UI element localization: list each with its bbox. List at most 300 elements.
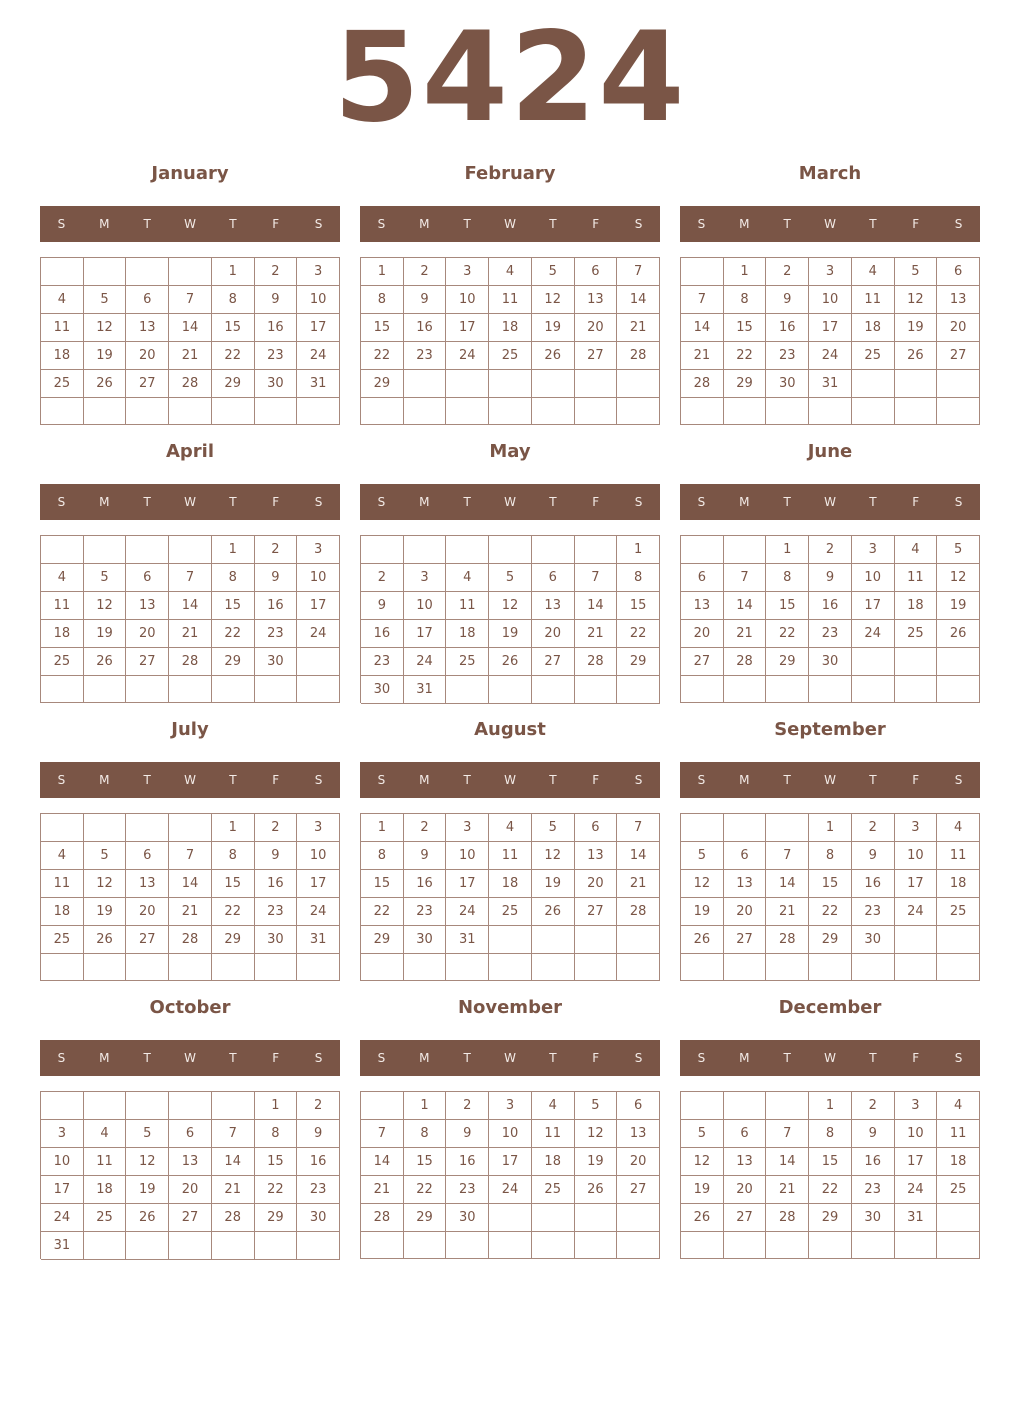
day-cell: 20 bbox=[617, 1148, 660, 1176]
empty-day-cell bbox=[404, 536, 447, 564]
empty-day-cell bbox=[766, 1092, 809, 1120]
day-cell: 23 bbox=[255, 342, 298, 370]
empty-day-cell bbox=[255, 1232, 298, 1260]
day-cell: 15 bbox=[766, 592, 809, 620]
day-cell: 12 bbox=[532, 286, 575, 314]
weekday-label: S bbox=[954, 495, 963, 509]
day-cell: 19 bbox=[532, 870, 575, 898]
day-cell: 24 bbox=[41, 1204, 84, 1232]
month-february bbox=[360, 160, 660, 426]
weekday-label: F bbox=[912, 217, 920, 231]
day-cell: 9 bbox=[255, 564, 298, 592]
day-cell: 8 bbox=[404, 1120, 447, 1148]
day-cell: 30 bbox=[852, 1204, 895, 1232]
day-cell: 31 bbox=[404, 676, 447, 704]
empty-day-cell bbox=[404, 1232, 447, 1259]
day-cell: 11 bbox=[41, 870, 84, 898]
day-cell: 26 bbox=[532, 898, 575, 926]
weekday-label: T bbox=[783, 495, 791, 509]
empty-day-cell bbox=[681, 1232, 724, 1259]
day-cell: 16 bbox=[852, 1148, 895, 1176]
day-cell: 27 bbox=[617, 1176, 660, 1204]
day-cell: 13 bbox=[126, 870, 169, 898]
month-may bbox=[360, 438, 660, 704]
day-cell: 4 bbox=[937, 814, 980, 842]
empty-day-cell bbox=[255, 954, 298, 981]
day-cell: 29 bbox=[212, 926, 255, 954]
day-cell: 28 bbox=[681, 370, 724, 398]
empty-day-cell bbox=[895, 676, 938, 703]
day-cell: 12 bbox=[937, 564, 980, 592]
day-cell: 24 bbox=[895, 1176, 938, 1204]
weekday-label: W bbox=[504, 217, 516, 231]
day-cell: 21 bbox=[212, 1176, 255, 1204]
weekday-label: F bbox=[912, 773, 920, 787]
day-cell: 17 bbox=[489, 1148, 532, 1176]
empty-day-cell bbox=[937, 648, 980, 676]
empty-day-cell bbox=[532, 926, 575, 954]
empty-day-cell bbox=[809, 1232, 852, 1259]
day-cell: 22 bbox=[809, 1176, 852, 1204]
day-cell: 30 bbox=[255, 648, 298, 676]
day-cell: 22 bbox=[361, 898, 404, 926]
empty-day-cell bbox=[126, 954, 169, 981]
weekday-label: F bbox=[592, 495, 600, 509]
day-cell: 12 bbox=[895, 286, 938, 314]
day-cell: 25 bbox=[41, 648, 84, 676]
day-cell: 19 bbox=[84, 898, 127, 926]
weekday-label: M bbox=[419, 1051, 430, 1065]
day-cell: 10 bbox=[297, 564, 340, 592]
day-grid bbox=[680, 535, 980, 703]
day-cell: 15 bbox=[617, 592, 660, 620]
empty-day-cell bbox=[766, 814, 809, 842]
day-cell: 21 bbox=[724, 620, 767, 648]
weekday-label: M bbox=[99, 773, 110, 787]
day-cell: 5 bbox=[489, 564, 532, 592]
weekday-label: S bbox=[634, 217, 643, 231]
empty-day-cell bbox=[724, 954, 767, 981]
empty-day-cell bbox=[895, 370, 938, 398]
empty-day-cell bbox=[937, 1232, 980, 1259]
empty-day-cell bbox=[84, 258, 127, 286]
empty-day-cell bbox=[169, 676, 212, 703]
day-cell: 19 bbox=[84, 342, 127, 370]
month-september bbox=[680, 716, 980, 982]
day-cell: 27 bbox=[126, 926, 169, 954]
empty-day-cell bbox=[489, 1204, 532, 1232]
empty-day-cell bbox=[617, 1232, 660, 1259]
empty-day-cell bbox=[255, 676, 298, 703]
weekday-label: T bbox=[229, 217, 237, 231]
day-cell: 24 bbox=[297, 898, 340, 926]
day-cell: 25 bbox=[84, 1204, 127, 1232]
day-cell: 29 bbox=[212, 370, 255, 398]
day-cell: 19 bbox=[84, 620, 127, 648]
day-cell: 27 bbox=[126, 648, 169, 676]
weekday-label: T bbox=[549, 773, 557, 787]
day-cell: 23 bbox=[852, 898, 895, 926]
day-cell: 21 bbox=[766, 1176, 809, 1204]
day-cell: 27 bbox=[126, 370, 169, 398]
day-cell: 16 bbox=[255, 870, 298, 898]
day-cell: 3 bbox=[809, 258, 852, 286]
day-cell: 21 bbox=[169, 342, 212, 370]
month-name: January bbox=[151, 163, 229, 184]
weekday-label: M bbox=[419, 495, 430, 509]
day-cell: 29 bbox=[617, 648, 660, 676]
day-cell: 5 bbox=[681, 1120, 724, 1148]
day-cell: 24 bbox=[404, 648, 447, 676]
weekday-label: W bbox=[504, 1051, 516, 1065]
empty-day-cell bbox=[937, 370, 980, 398]
empty-day-cell bbox=[41, 814, 84, 842]
day-cell: 8 bbox=[212, 286, 255, 314]
day-grid bbox=[40, 535, 340, 703]
day-cell: 31 bbox=[297, 370, 340, 398]
day-cell: 11 bbox=[41, 314, 84, 342]
day-cell: 13 bbox=[724, 1148, 767, 1176]
day-cell: 22 bbox=[809, 898, 852, 926]
day-cell: 23 bbox=[446, 1176, 489, 1204]
day-cell: 1 bbox=[724, 258, 767, 286]
day-cell: 13 bbox=[169, 1148, 212, 1176]
empty-day-cell bbox=[84, 536, 127, 564]
day-cell: 18 bbox=[84, 1176, 127, 1204]
day-cell: 22 bbox=[724, 342, 767, 370]
empty-day-cell bbox=[532, 1232, 575, 1259]
month-october bbox=[40, 994, 340, 1260]
day-cell: 6 bbox=[575, 814, 618, 842]
day-cell: 1 bbox=[809, 1092, 852, 1120]
weekday-label: S bbox=[697, 495, 706, 509]
weekday-label: M bbox=[419, 217, 430, 231]
empty-day-cell bbox=[809, 676, 852, 703]
day-cell: 26 bbox=[84, 648, 127, 676]
day-cell: 20 bbox=[724, 898, 767, 926]
empty-day-cell bbox=[532, 676, 575, 704]
day-cell: 24 bbox=[809, 342, 852, 370]
day-cell: 2 bbox=[255, 536, 298, 564]
day-cell: 26 bbox=[84, 370, 127, 398]
day-cell: 13 bbox=[575, 286, 618, 314]
day-cell: 1 bbox=[361, 258, 404, 286]
weekday-label: W bbox=[824, 495, 836, 509]
day-cell: 9 bbox=[404, 286, 447, 314]
day-cell: 5 bbox=[532, 814, 575, 842]
day-cell: 19 bbox=[532, 314, 575, 342]
day-cell: 5 bbox=[532, 258, 575, 286]
empty-day-cell bbox=[895, 1232, 938, 1259]
day-cell: 24 bbox=[297, 342, 340, 370]
weekday-header bbox=[40, 206, 340, 242]
day-cell: 30 bbox=[361, 676, 404, 704]
empty-day-cell bbox=[489, 398, 532, 425]
day-cell: 17 bbox=[446, 314, 489, 342]
day-cell: 12 bbox=[84, 870, 127, 898]
weekday-label: T bbox=[229, 1051, 237, 1065]
day-cell: 9 bbox=[297, 1120, 340, 1148]
day-cell: 15 bbox=[212, 870, 255, 898]
day-cell: 14 bbox=[361, 1148, 404, 1176]
day-grid bbox=[360, 813, 660, 981]
day-cell: 8 bbox=[361, 286, 404, 314]
day-cell: 6 bbox=[126, 564, 169, 592]
day-cell: 21 bbox=[575, 620, 618, 648]
weekday-label: S bbox=[634, 1051, 643, 1065]
day-cell: 7 bbox=[724, 564, 767, 592]
day-cell: 15 bbox=[361, 870, 404, 898]
weekday-header bbox=[360, 762, 660, 798]
empty-day-cell bbox=[532, 1204, 575, 1232]
weekday-header bbox=[40, 1040, 340, 1076]
empty-day-cell bbox=[126, 398, 169, 425]
day-cell: 25 bbox=[489, 342, 532, 370]
calendar-year-title: 5424 bbox=[333, 6, 687, 150]
weekday-label: F bbox=[272, 1051, 280, 1065]
empty-day-cell bbox=[852, 676, 895, 703]
day-cell: 15 bbox=[255, 1148, 298, 1176]
empty-day-cell bbox=[766, 398, 809, 425]
day-cell: 11 bbox=[937, 842, 980, 870]
empty-day-cell bbox=[937, 954, 980, 981]
day-cell: 28 bbox=[766, 1204, 809, 1232]
day-cell: 11 bbox=[41, 592, 84, 620]
day-cell: 30 bbox=[255, 370, 298, 398]
day-cell: 7 bbox=[169, 842, 212, 870]
day-cell: 4 bbox=[84, 1120, 127, 1148]
day-cell: 28 bbox=[361, 1204, 404, 1232]
day-cell: 8 bbox=[766, 564, 809, 592]
day-cell: 6 bbox=[617, 1092, 660, 1120]
day-cell: 1 bbox=[212, 536, 255, 564]
empty-day-cell bbox=[361, 954, 404, 981]
empty-day-cell bbox=[41, 954, 84, 981]
weekday-label: S bbox=[697, 217, 706, 231]
empty-day-cell bbox=[446, 1232, 489, 1259]
day-cell: 26 bbox=[937, 620, 980, 648]
day-cell: 31 bbox=[895, 1204, 938, 1232]
day-cell: 18 bbox=[532, 1148, 575, 1176]
day-cell: 22 bbox=[361, 342, 404, 370]
empty-day-cell bbox=[41, 258, 84, 286]
weekday-label: F bbox=[272, 495, 280, 509]
empty-day-cell bbox=[446, 370, 489, 398]
empty-day-cell bbox=[169, 814, 212, 842]
day-cell: 8 bbox=[809, 842, 852, 870]
day-cell: 25 bbox=[41, 370, 84, 398]
day-cell: 15 bbox=[361, 314, 404, 342]
day-cell: 8 bbox=[361, 842, 404, 870]
day-cell: 23 bbox=[255, 898, 298, 926]
empty-day-cell bbox=[766, 676, 809, 703]
empty-day-cell bbox=[297, 954, 340, 981]
day-cell: 8 bbox=[255, 1120, 298, 1148]
empty-day-cell bbox=[84, 1232, 127, 1260]
day-cell: 4 bbox=[446, 564, 489, 592]
day-cell: 11 bbox=[532, 1120, 575, 1148]
month-name: July bbox=[171, 719, 209, 740]
empty-day-cell bbox=[212, 398, 255, 425]
day-cell: 11 bbox=[446, 592, 489, 620]
empty-day-cell bbox=[489, 536, 532, 564]
weekday-label: S bbox=[377, 495, 386, 509]
day-cell: 10 bbox=[446, 842, 489, 870]
month-name: March bbox=[798, 163, 862, 184]
empty-day-cell bbox=[489, 1232, 532, 1259]
empty-day-cell bbox=[617, 1204, 660, 1232]
day-cell: 21 bbox=[617, 870, 660, 898]
day-cell: 20 bbox=[724, 1176, 767, 1204]
weekday-label: F bbox=[272, 773, 280, 787]
day-cell: 16 bbox=[404, 870, 447, 898]
day-cell: 23 bbox=[809, 620, 852, 648]
day-cell: 5 bbox=[84, 842, 127, 870]
month-july bbox=[40, 716, 340, 982]
day-grid bbox=[40, 1091, 340, 1259]
day-cell: 11 bbox=[489, 286, 532, 314]
day-cell: 3 bbox=[489, 1092, 532, 1120]
day-cell: 9 bbox=[361, 592, 404, 620]
empty-day-cell bbox=[681, 258, 724, 286]
empty-day-cell bbox=[809, 954, 852, 981]
empty-day-cell bbox=[361, 536, 404, 564]
day-cell: 10 bbox=[809, 286, 852, 314]
weekday-label: T bbox=[229, 773, 237, 787]
empty-day-cell bbox=[361, 1092, 404, 1120]
day-cell: 13 bbox=[575, 842, 618, 870]
weekday-label: W bbox=[824, 1051, 836, 1065]
weekday-label: M bbox=[739, 217, 750, 231]
empty-day-cell bbox=[724, 1092, 767, 1120]
day-cell: 8 bbox=[724, 286, 767, 314]
weekday-label: F bbox=[912, 495, 920, 509]
weekday-label: W bbox=[184, 217, 196, 231]
day-cell: 17 bbox=[895, 870, 938, 898]
weekday-label: T bbox=[783, 773, 791, 787]
empty-day-cell bbox=[617, 954, 660, 981]
day-cell: 4 bbox=[532, 1092, 575, 1120]
day-cell: 17 bbox=[852, 592, 895, 620]
day-cell: 28 bbox=[169, 926, 212, 954]
day-cell: 12 bbox=[532, 842, 575, 870]
day-cell: 19 bbox=[575, 1148, 618, 1176]
weekday-label: S bbox=[634, 495, 643, 509]
day-cell: 2 bbox=[404, 258, 447, 286]
day-cell: 10 bbox=[895, 1120, 938, 1148]
day-cell: 20 bbox=[126, 898, 169, 926]
day-cell: 12 bbox=[489, 592, 532, 620]
day-cell: 25 bbox=[937, 898, 980, 926]
weekday-label: S bbox=[57, 1051, 66, 1065]
day-cell: 16 bbox=[809, 592, 852, 620]
day-cell: 26 bbox=[681, 926, 724, 954]
day-cell: 26 bbox=[84, 926, 127, 954]
weekday-label: F bbox=[272, 217, 280, 231]
day-cell: 26 bbox=[681, 1204, 724, 1232]
day-cell: 13 bbox=[617, 1120, 660, 1148]
day-cell: 14 bbox=[724, 592, 767, 620]
day-cell: 18 bbox=[41, 342, 84, 370]
day-cell: 17 bbox=[297, 314, 340, 342]
empty-day-cell bbox=[489, 370, 532, 398]
weekday-label: S bbox=[634, 773, 643, 787]
empty-day-cell bbox=[489, 926, 532, 954]
day-cell: 27 bbox=[724, 1204, 767, 1232]
day-cell: 27 bbox=[681, 648, 724, 676]
weekday-header bbox=[40, 762, 340, 798]
day-cell: 30 bbox=[766, 370, 809, 398]
weekday-label: W bbox=[184, 1051, 196, 1065]
empty-day-cell bbox=[766, 954, 809, 981]
day-cell: 16 bbox=[852, 870, 895, 898]
empty-day-cell bbox=[895, 648, 938, 676]
weekday-label: S bbox=[314, 1051, 323, 1065]
day-cell: 7 bbox=[575, 564, 618, 592]
day-cell: 15 bbox=[404, 1148, 447, 1176]
day-cell: 31 bbox=[41, 1232, 84, 1260]
day-cell: 9 bbox=[852, 842, 895, 870]
month-name: October bbox=[149, 997, 231, 1018]
empty-day-cell bbox=[446, 954, 489, 981]
weekday-label: S bbox=[57, 495, 66, 509]
day-cell: 28 bbox=[617, 898, 660, 926]
day-cell: 18 bbox=[41, 898, 84, 926]
empty-day-cell bbox=[895, 954, 938, 981]
day-grid bbox=[360, 257, 660, 425]
day-cell: 27 bbox=[575, 898, 618, 926]
day-cell: 28 bbox=[575, 648, 618, 676]
day-cell: 10 bbox=[297, 286, 340, 314]
day-cell: 22 bbox=[212, 620, 255, 648]
day-cell: 14 bbox=[617, 842, 660, 870]
day-cell: 27 bbox=[532, 648, 575, 676]
day-cell: 3 bbox=[404, 564, 447, 592]
weekday-label: W bbox=[504, 495, 516, 509]
day-cell: 5 bbox=[937, 536, 980, 564]
day-cell: 28 bbox=[212, 1204, 255, 1232]
day-cell: 26 bbox=[895, 342, 938, 370]
day-cell: 29 bbox=[361, 926, 404, 954]
empty-day-cell bbox=[41, 536, 84, 564]
day-cell: 1 bbox=[404, 1092, 447, 1120]
day-cell: 11 bbox=[937, 1120, 980, 1148]
empty-day-cell bbox=[446, 536, 489, 564]
empty-day-cell bbox=[84, 954, 127, 981]
day-cell: 11 bbox=[852, 286, 895, 314]
day-cell: 24 bbox=[489, 1176, 532, 1204]
weekday-label: W bbox=[504, 773, 516, 787]
day-cell: 16 bbox=[255, 314, 298, 342]
weekday-header bbox=[680, 1040, 980, 1076]
empty-day-cell bbox=[575, 954, 618, 981]
day-cell: 3 bbox=[895, 1092, 938, 1120]
day-cell: 25 bbox=[41, 926, 84, 954]
day-cell: 8 bbox=[212, 564, 255, 592]
day-cell: 21 bbox=[766, 898, 809, 926]
day-cell: 26 bbox=[575, 1176, 618, 1204]
empty-day-cell bbox=[84, 1092, 127, 1120]
empty-day-cell bbox=[361, 1232, 404, 1259]
day-cell: 6 bbox=[724, 842, 767, 870]
day-cell: 15 bbox=[809, 1148, 852, 1176]
day-cell: 1 bbox=[255, 1092, 298, 1120]
day-cell: 4 bbox=[489, 258, 532, 286]
empty-day-cell bbox=[126, 1092, 169, 1120]
day-cell: 6 bbox=[937, 258, 980, 286]
day-cell: 13 bbox=[532, 592, 575, 620]
empty-day-cell bbox=[41, 1092, 84, 1120]
